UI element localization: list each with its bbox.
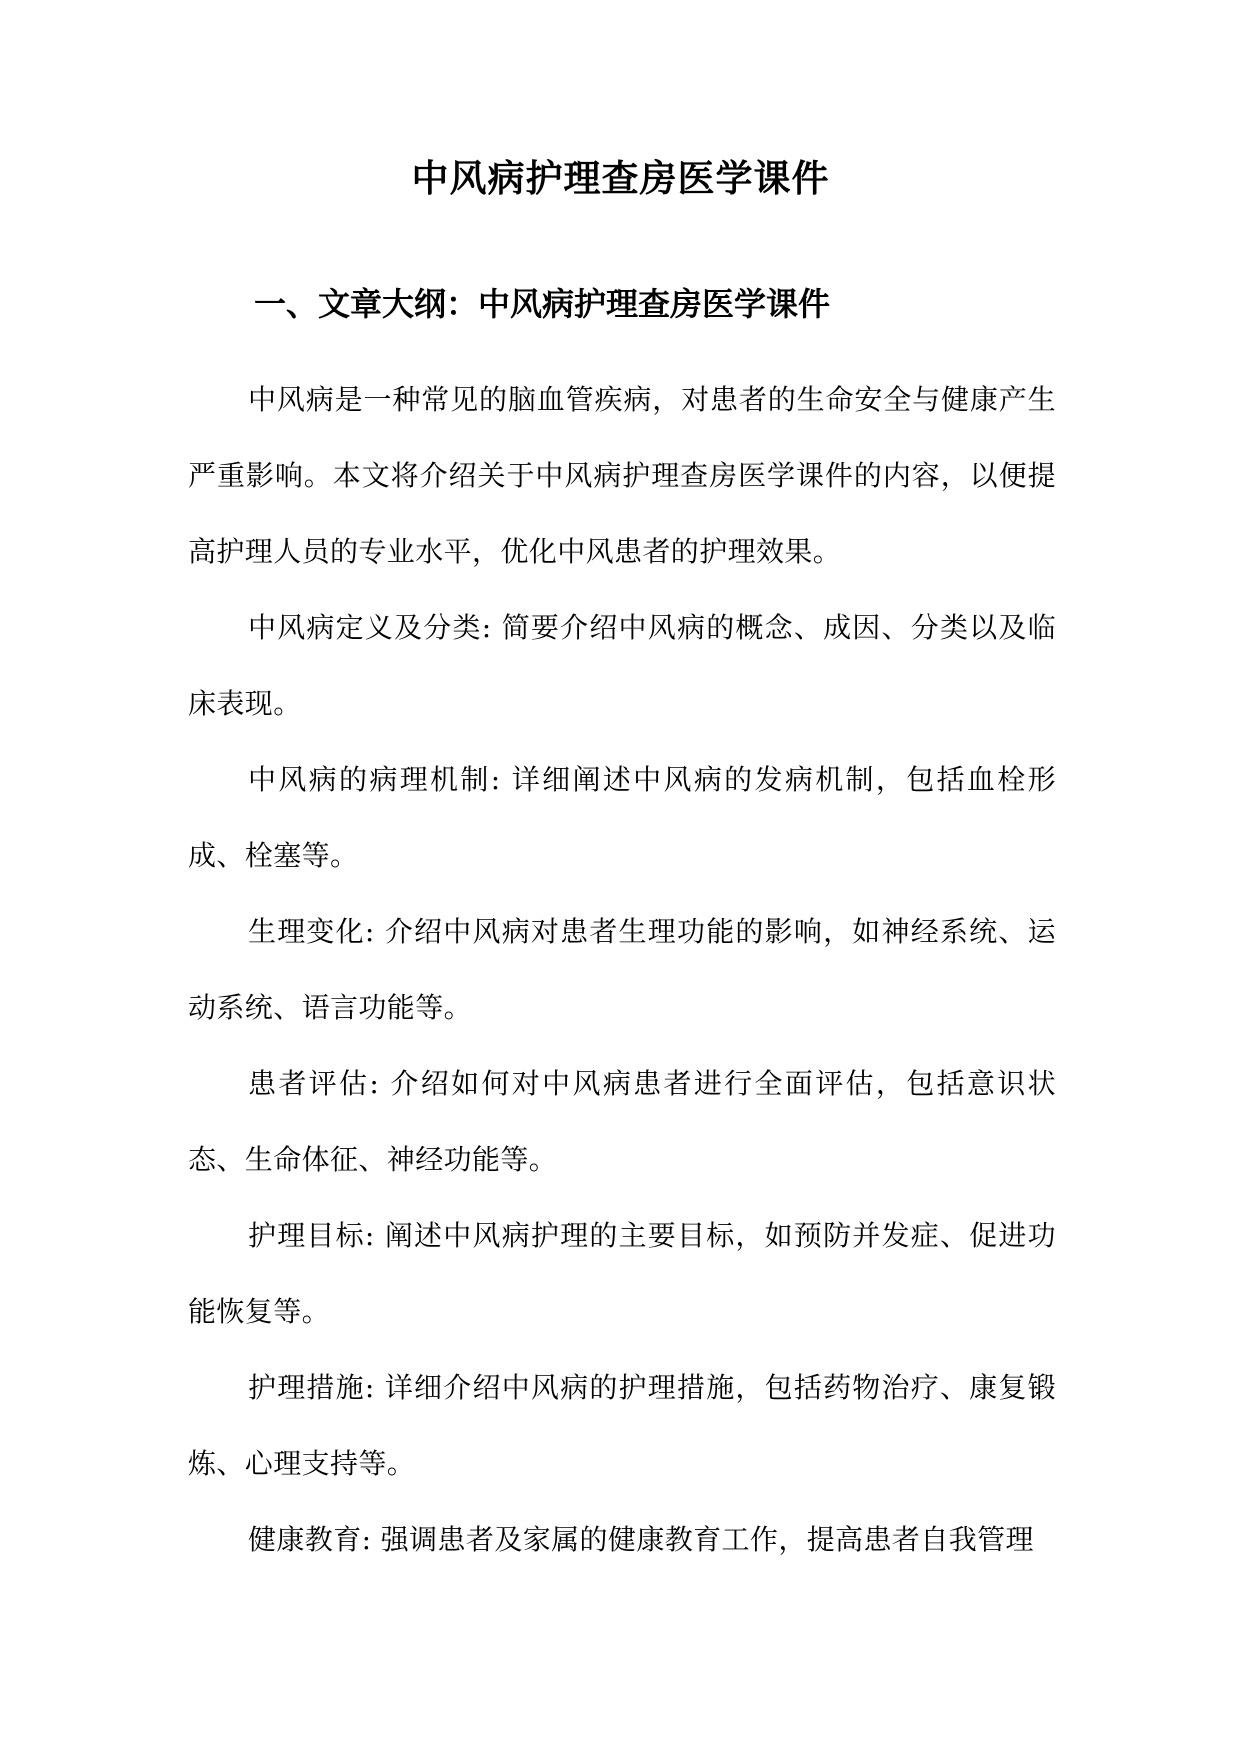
paragraph-assessment: 患者评估: 介绍如何对中风病患者进行全面评估，包括意识状态、生命体征、神经功能等。 — [188, 1067, 1056, 1176]
paragraph-measures: 护理措施: 详细介绍中风病的护理措施，包括药物治疗、康复锻炼、心理支持等。 — [188, 1371, 1056, 1480]
document-title: 中风病护理查房医学课件 — [411, 156, 830, 200]
paragraph-pathology: 中风病的病理机制: 详细阐述中风病的发病机制，包括血栓形成、栓塞等。 — [188, 763, 1056, 872]
paragraph-physiology: 生理变化: 介绍中风病对患者生理功能的影响，如神经系统、运动系统、语言功能等。 — [188, 915, 1056, 1024]
paragraph-intro: 中风病是一种常见的脑血管疾病，对患者的生命安全与健康产生严重影响。本文将介绍关于中风病护理查房医学课件的内容，以便提高护理人员的专业水平，优化中风患者的护理效果。 — [188, 383, 1056, 568]
paragraph-goals: 护理目标: 阐述中风病护理的主要目标，如预防并发症、促进功能恢复等。 — [188, 1219, 1056, 1328]
paragraph-definition: 中风病定义及分类: 简要介绍中风病的概念、成因、分类以及临床表现。 — [188, 611, 1056, 720]
document-body — [188, 362, 1056, 1578]
paragraph-education: 健康教育: 强调患者及家属的健康教育工作，提高患者自我管理 — [248, 1523, 1034, 1556]
section-heading: 一、文章大纲：中风病护理查房医学课件 — [254, 285, 831, 323]
